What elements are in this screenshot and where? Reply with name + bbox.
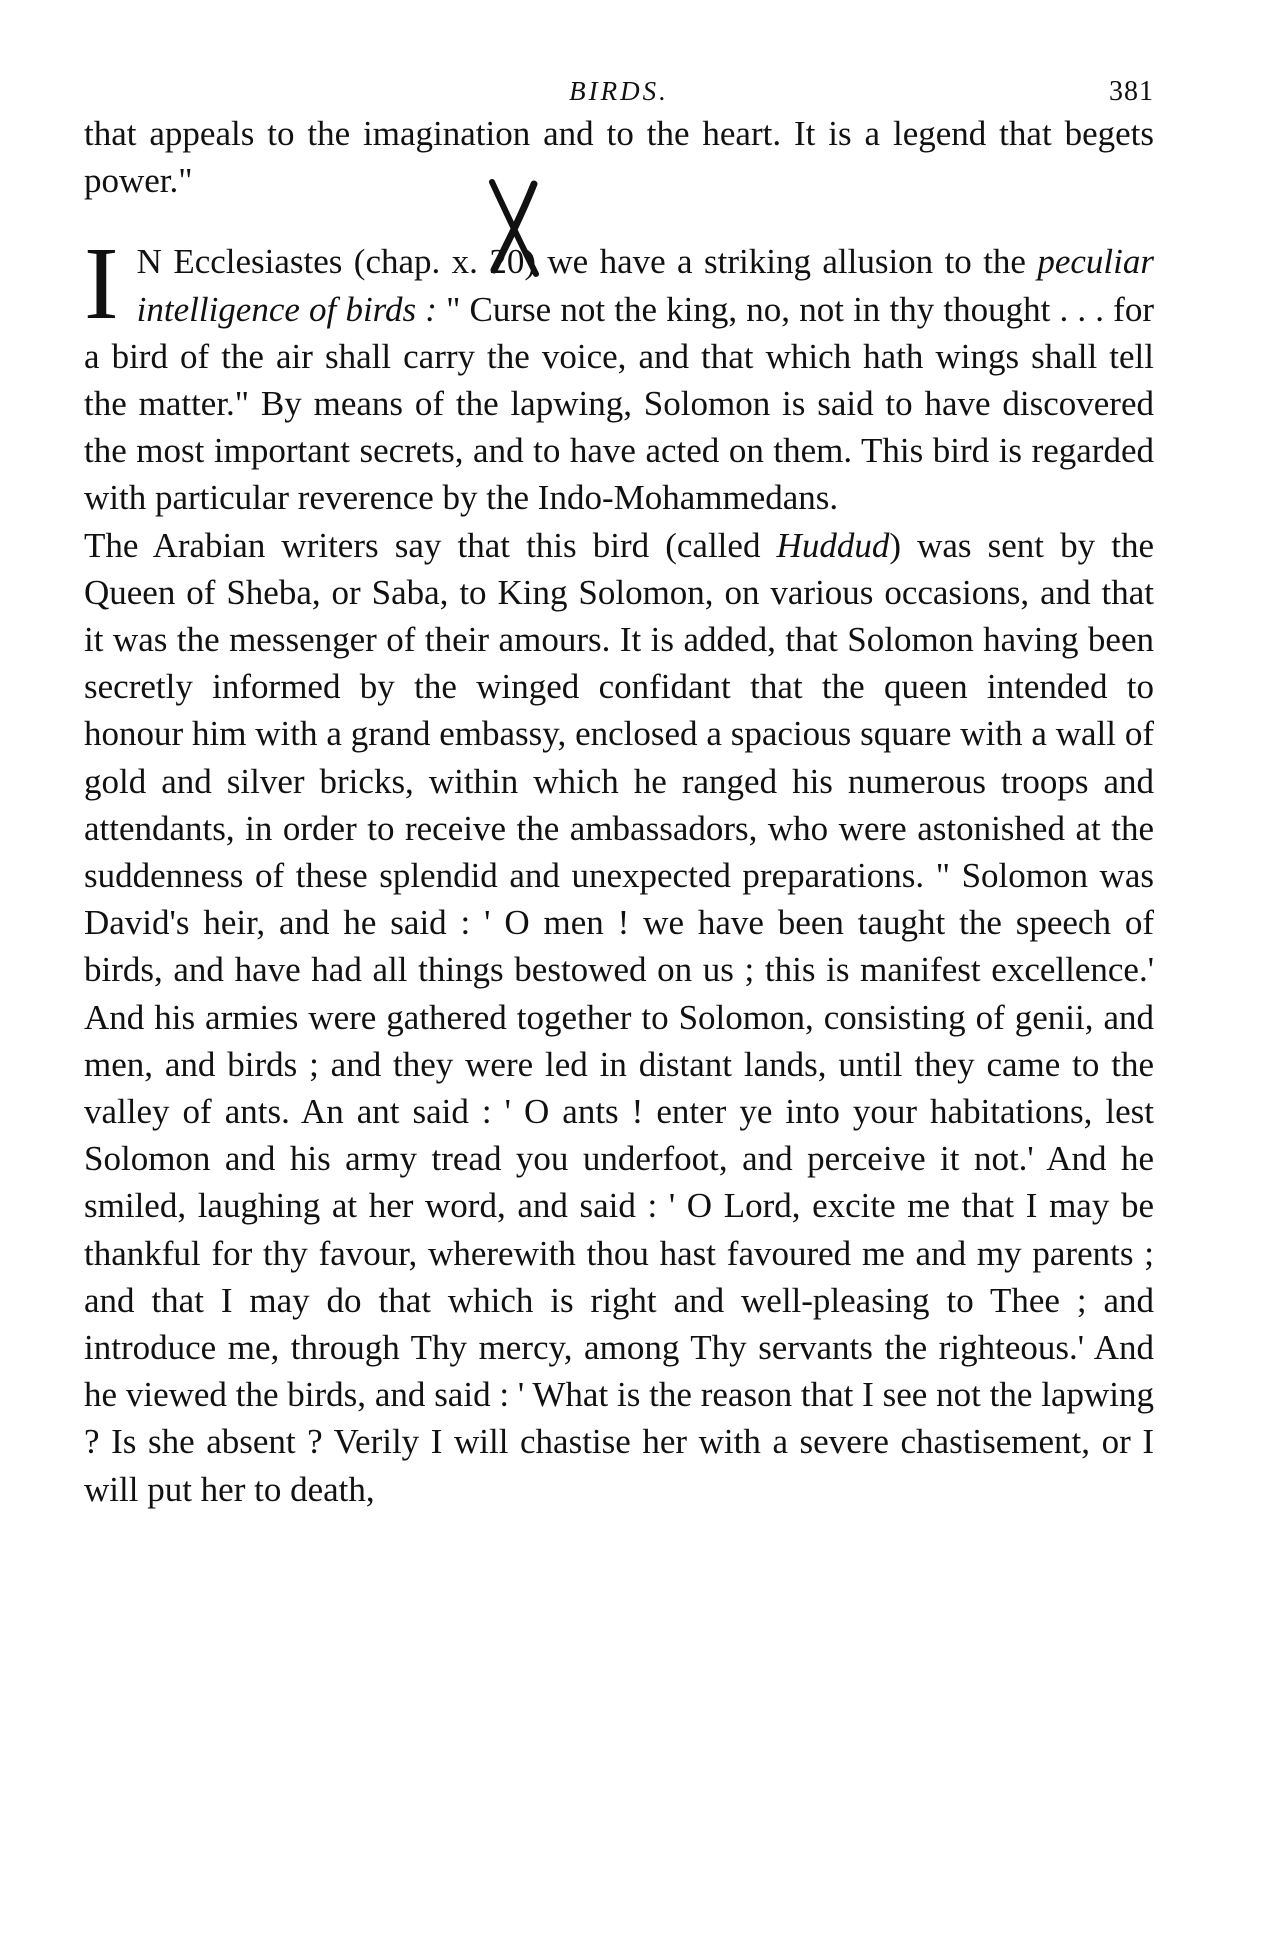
book-page [84, 60, 1154, 1513]
running-head [84, 60, 1154, 110]
paragraph-rest: ) was sent by the Queen of Sheba, or Saba, to King Solomon, on various occasions, and that it was the messenger of their amours. It is added, that Solomon having been secretly informed by the winged confidant that the queen intended to honour him with a grand embassy, enclosed a spacious square with a wall of gold and silver bricks, within which he ranged his numerous troops and attendants, in order to receive the ambassadors, who were astonished at the suddenness of these splendid and unexpected preparations. " Solomon was David's heir, and he said : ' O men ! we have been taught the speech of birds, and have had all things bestowed on us ; this is manifest excellence.' And his armies were gathered together to Solomon, consisting of genii, and men, and birds ; and they were led in distant lands, until they came to the valley of ants. An ant said : ' O ants ! enter ye into your habitations, lest Solomon and his army tread you underfoot, and perceive it not.' And he smiled, laughing at her word, and said : ' O Lord, excite me that I may be thankful for thy favour, wherewith thou hast favoured me and my parents ; and that I may do that which is right and well-pleasing to Thee ; and introduce me, through Thy mercy, among Thy servants the righteous.' And he viewed the birds, and said : ' What is the reason that I see not the lapwing ? Is she absent ? Verily I will chastise her with a severe chastisement, or I will put her to death, [84, 525, 1154, 1509]
continued-paragraph [84, 110, 1154, 204]
page-number: 381 [1109, 76, 1154, 107]
paragraph-rest: " Curse not the king, no, not in thy thought . . . for a bird of the air shall carry the voice, and that which hath wings shall tell the matter." By means of the lapwing, Solomon is said to have discovered the most important secrets, and to have acted on them. This bird is regarded with particular reverence by the Indo-Mohammedans. [84, 289, 1154, 518]
drop-cap: I [84, 226, 119, 342]
paragraph-lead: N Ecclesiastes (chap. x. 20) we have a striking allusion to the [136, 242, 1038, 282]
italic-word: Huddud [776, 525, 890, 565]
paragraph-lead: The Arabian writers say that this bird (called [84, 525, 777, 565]
paragraph-arabian-writers [84, 522, 1154, 1513]
italic-phrase: peculiar intelligence of birds : [136, 242, 1154, 329]
running-title: BIRDS. [569, 76, 669, 106]
body-text [84, 110, 1154, 1513]
continued-text: that appeals to the imagination and to the heart. It is a legend that begets power." [84, 114, 1154, 201]
paragraph-ecclesiastes [84, 226, 1154, 521]
